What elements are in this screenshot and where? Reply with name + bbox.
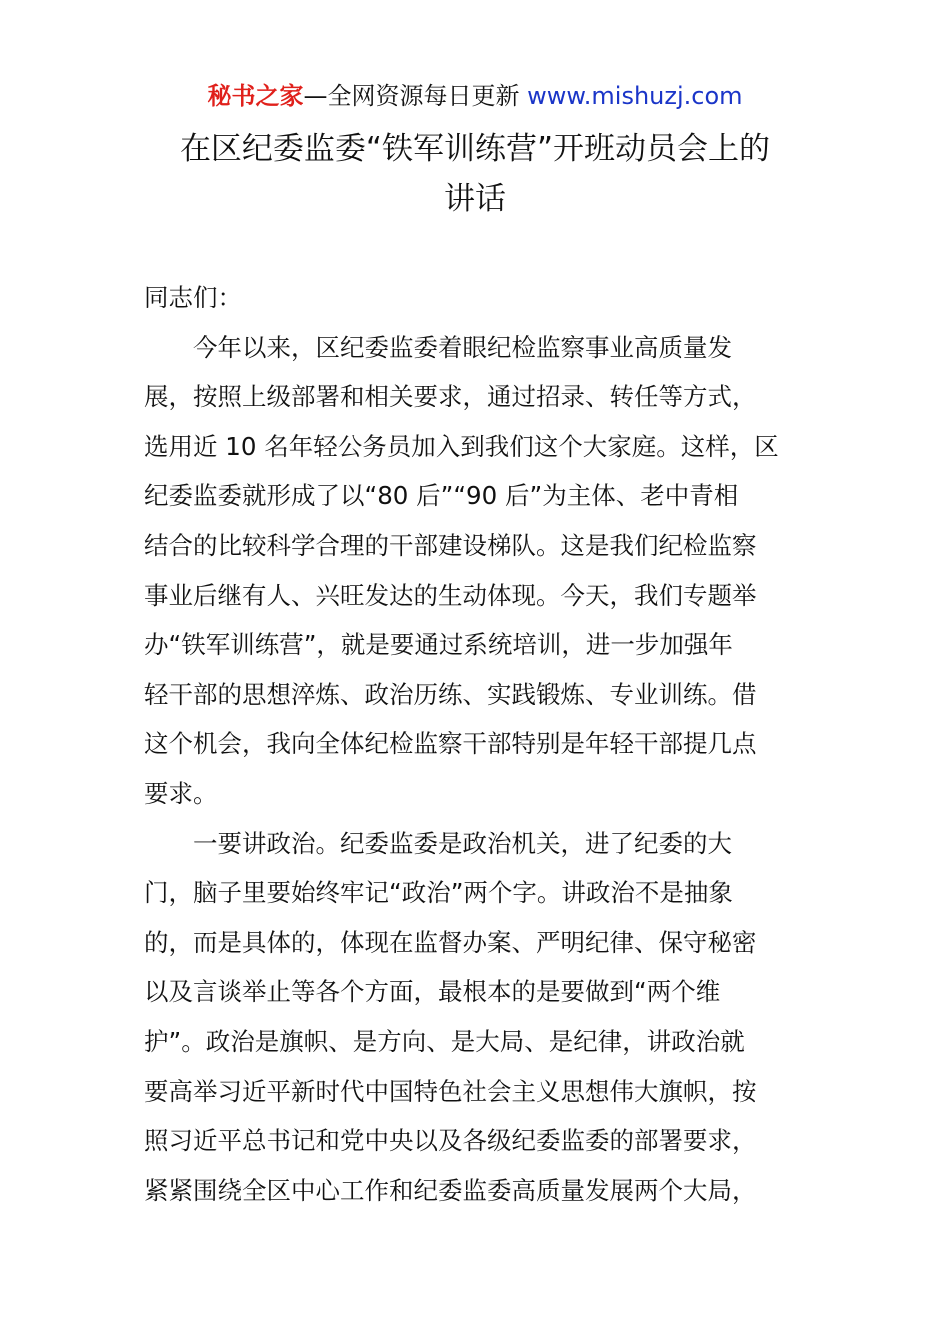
paragraph-line: 的，而是具体的，体现在监督办案、严明纪律、保守秘密 [144,927,757,957]
paragraph-line: 要高举习近平新时代中国特色社会主义思想伟大旗帜，按 [144,1076,757,1106]
paragraph-line: 这个机会，我向全体纪检监察干部特别是年轻干部提几点 [144,729,757,759]
document-body [144,273,809,1215]
paragraph-line: 护”。政治是旗帜、是方向、是大局、是纪律，讲政治就 [144,1026,745,1056]
paragraph-line: 选用近 10 名年轻公务员加入到我们这个大家庭。这样，区 [144,431,779,461]
paragraph-line: 以及言谈举止等各个方面，最根本的是要做到“两个维 [144,977,721,1007]
paragraph-line: 紧紧围绕全区中心工作和纪委监委高质量发展两个大局， [144,1175,757,1205]
paragraph-line: 办“铁军训练营”，就是要通过系统培训，进一步加强年 [144,630,733,660]
salutation: 同志们： [144,283,242,312]
paragraph-line: 门，脑子里要始终牢记“政治”两个字。讲政治不是抽象 [144,878,733,908]
paragraph-line: 结合的比较科学合理的干部建设梯队。这是我们纪检监察 [144,530,757,560]
paragraph-line: 一要讲政治。纪委监委是政治机关，进了纪委的大 [193,828,732,858]
title-line-2: 讲话 [444,181,506,217]
paragraph-line: 轻干部的思想淬炼、政治历练、实践锻炼、专业训练。借 [144,679,757,709]
title-line-1: 在区纪委监委“铁军训练营”开班动员会上的 [179,131,771,167]
brand-name: 秘书之家 [207,82,304,110]
paragraph-line: 要求。 [144,778,218,808]
document-title [100,124,850,224]
paragraph-line: 事业后继有人、兴旺发达的生动体现。今天，我们专题举 [144,580,757,610]
site-url: www.mishuzj.com [527,82,743,110]
paragraph-line: 展，按照上级部署和相关要求，通过招录、转任等方式， [144,382,757,412]
site-header [0,80,950,112]
paragraph-line: 纪委监委就形成了以“80 后”“90 后”为主体、老中青相 [144,481,739,511]
header-tagline: —全网资源每日更新 [303,82,520,110]
paragraph-line: 照习近平总书记和党中央以及各级纪委监委的部署要求， [144,1126,757,1156]
paragraph-line: 今年以来，区纪委监委着眼纪检监察事业高质量发 [193,332,732,362]
